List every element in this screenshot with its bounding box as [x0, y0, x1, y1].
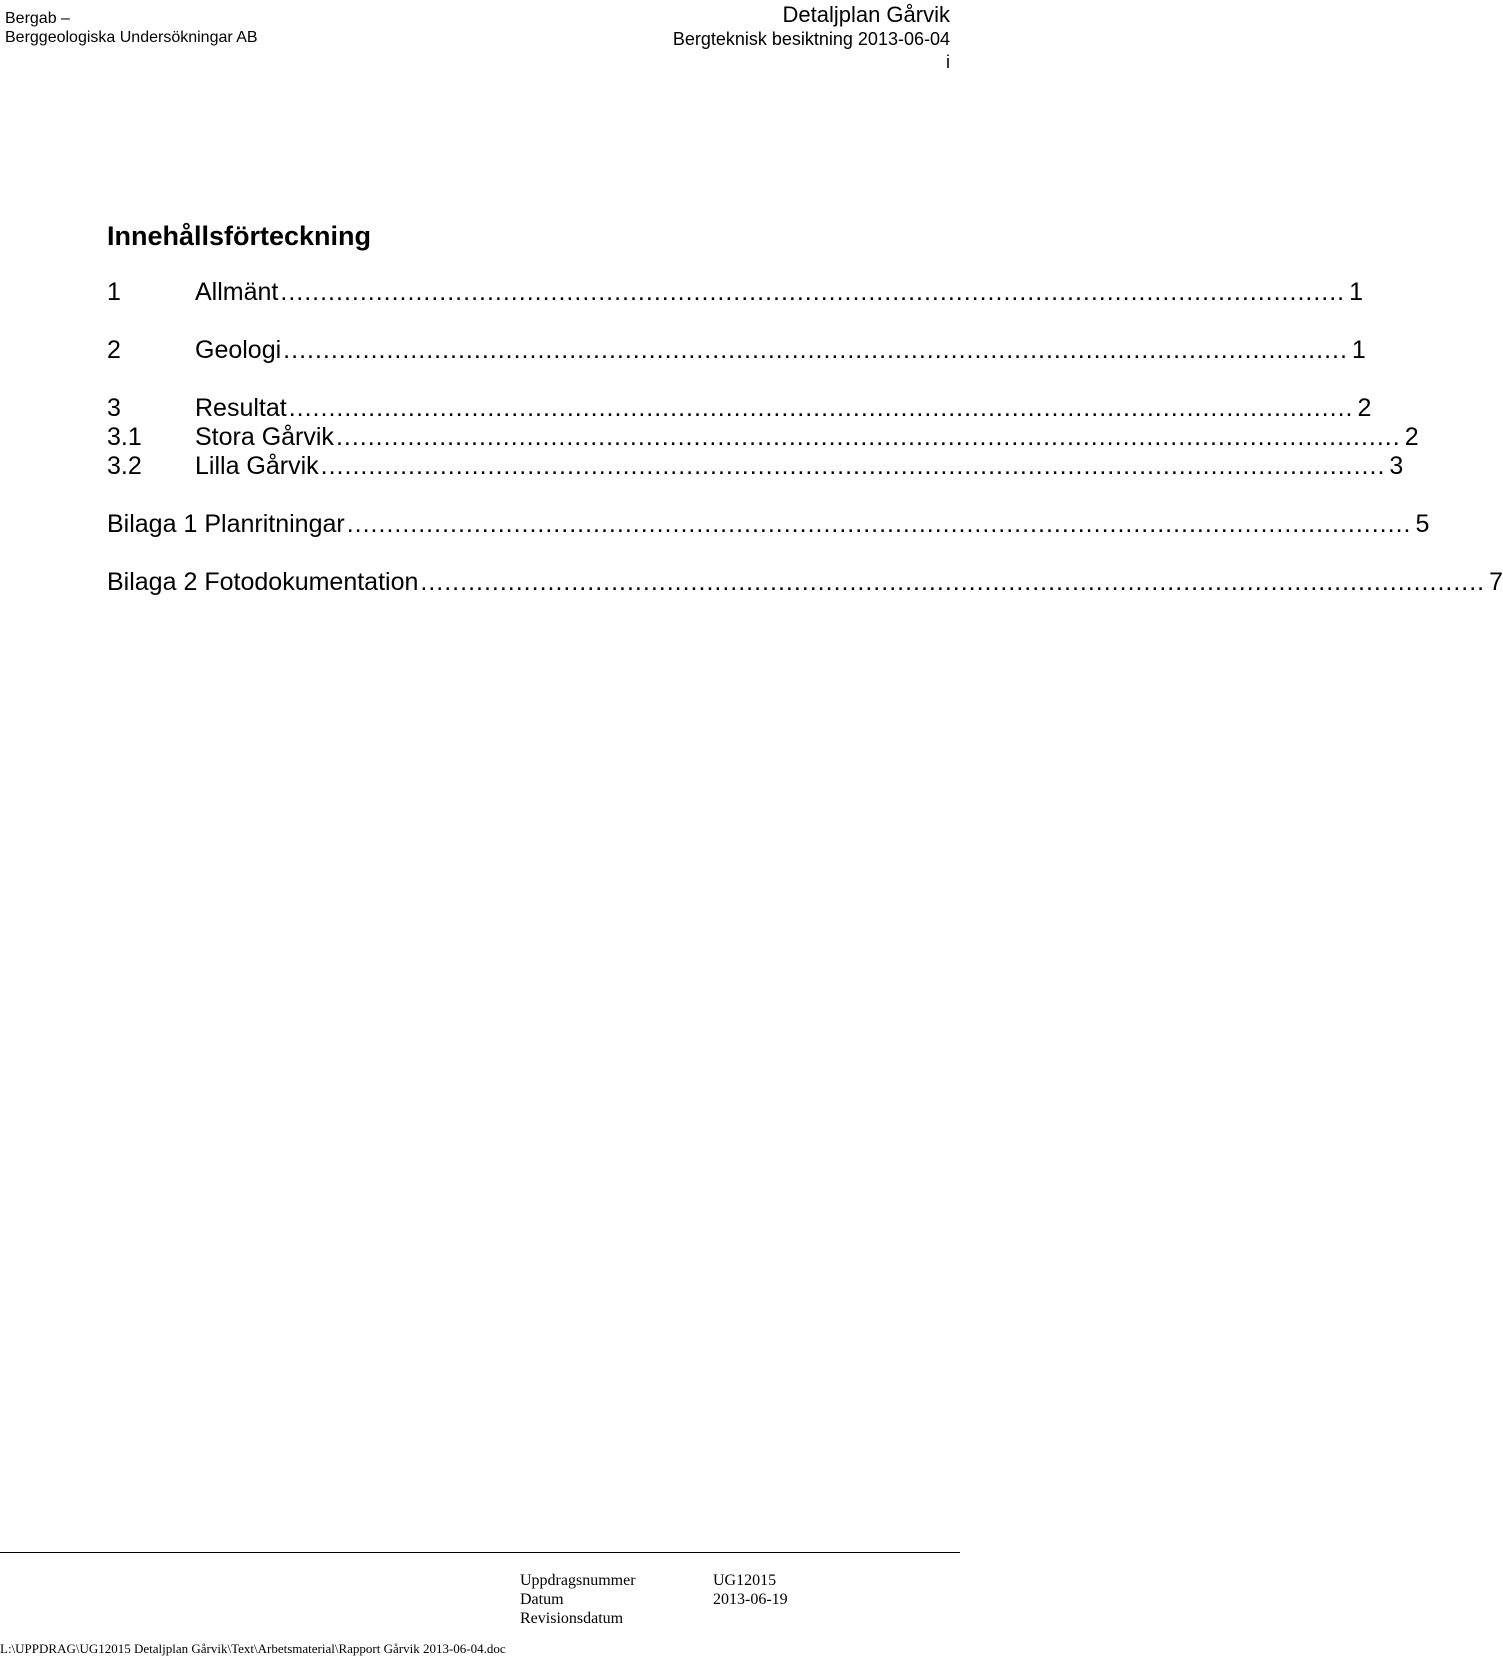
toc-entry-lilla-garvik[interactable]: [107, 452, 1404, 484]
toc-entry-page: 7: [1489, 568, 1503, 596]
toc-entry-number: Bilaga 2: [107, 568, 198, 596]
assignment-number-value: UG12015: [713, 1572, 777, 1589]
revision-date-label: Revisionsdatum: [520, 1610, 624, 1627]
toc-entry-number: 1: [107, 278, 121, 306]
toc-leader-dots: ......................................................................................................................................: [283, 336, 1348, 364]
company-name-line1: Bergab –: [5, 10, 70, 27]
toc-entry-page: 1: [1349, 278, 1364, 306]
document-file-path: L:\UPPDRAG\UG12015 Detaljplan Gårvik\Text\Arbetsmaterial\Rapport Gårvik 2013-06-04.doc: [0, 1641, 506, 1656]
toc-entry-number: 2: [107, 336, 121, 364]
toc-entry-page: 5: [1415, 510, 1430, 538]
toc-leader-dots: ......................................................................................................................................: [335, 423, 1401, 451]
toc-leader-dots: ......................................................................................................................................: [280, 278, 1346, 306]
toc-entry-title: Geologi: [195, 336, 282, 364]
toc-entry-title: Allmänt: [195, 278, 279, 306]
toc-leader-dots: ......................................................................................................................................: [288, 394, 1354, 422]
toc-entry-resultat[interactable]: [107, 394, 1372, 426]
toc-leader-dots: ......................................................................................................................................: [346, 510, 1412, 538]
date-value: 2013-06-19: [713, 1591, 788, 1608]
toc-leader-dots: ......................................................................................................................................: [420, 568, 1486, 596]
toc-entry-number: 3: [107, 394, 121, 422]
footer-divider: [0, 1552, 960, 1553]
toc-entry-title: Stora Gårvik: [195, 423, 334, 451]
toc-entry-number: 3.2: [107, 452, 142, 480]
toc-entry-title: Resultat: [195, 394, 287, 422]
toc-entry-page: 2: [1404, 423, 1419, 451]
company-name-line2: Berggeologiska Undersökningar AB: [5, 29, 258, 46]
toc-entry-allmant[interactable]: [107, 278, 1364, 310]
assignment-number-label: Uppdragsnummer: [520, 1572, 636, 1589]
toc-entry-title: Lilla Gårvik: [195, 452, 319, 480]
document-subtitle: Bergteknisk besiktning 2013-06-04: [672, 29, 950, 49]
date-label: Datum: [520, 1591, 564, 1608]
toc-entry-page: 2: [1357, 394, 1372, 422]
toc-entry-number: Bilaga 1: [107, 510, 198, 538]
page-number: i: [946, 52, 950, 72]
project-title: Detaljplan Gårvik: [782, 2, 950, 27]
toc-entry-bilaga-1[interactable]: [107, 510, 1430, 542]
toc-leader-dots: ......................................................................................................................................: [320, 452, 1386, 480]
toc-heading: Innehållsförteckning: [107, 221, 372, 251]
toc-entry-stora-garvik[interactable]: [107, 423, 1419, 455]
toc-entry-page: 3: [1389, 452, 1404, 480]
toc-entry-title: Fotodokumentation: [204, 568, 419, 596]
toc-entry-number: 3.1: [107, 423, 142, 451]
toc-entry-title: Planritningar: [204, 510, 345, 538]
toc-entry-geologi[interactable]: [107, 336, 1366, 368]
toc-entry-page: 1: [1351, 336, 1366, 364]
toc-entry-bilaga-2[interactable]: [107, 568, 1503, 600]
